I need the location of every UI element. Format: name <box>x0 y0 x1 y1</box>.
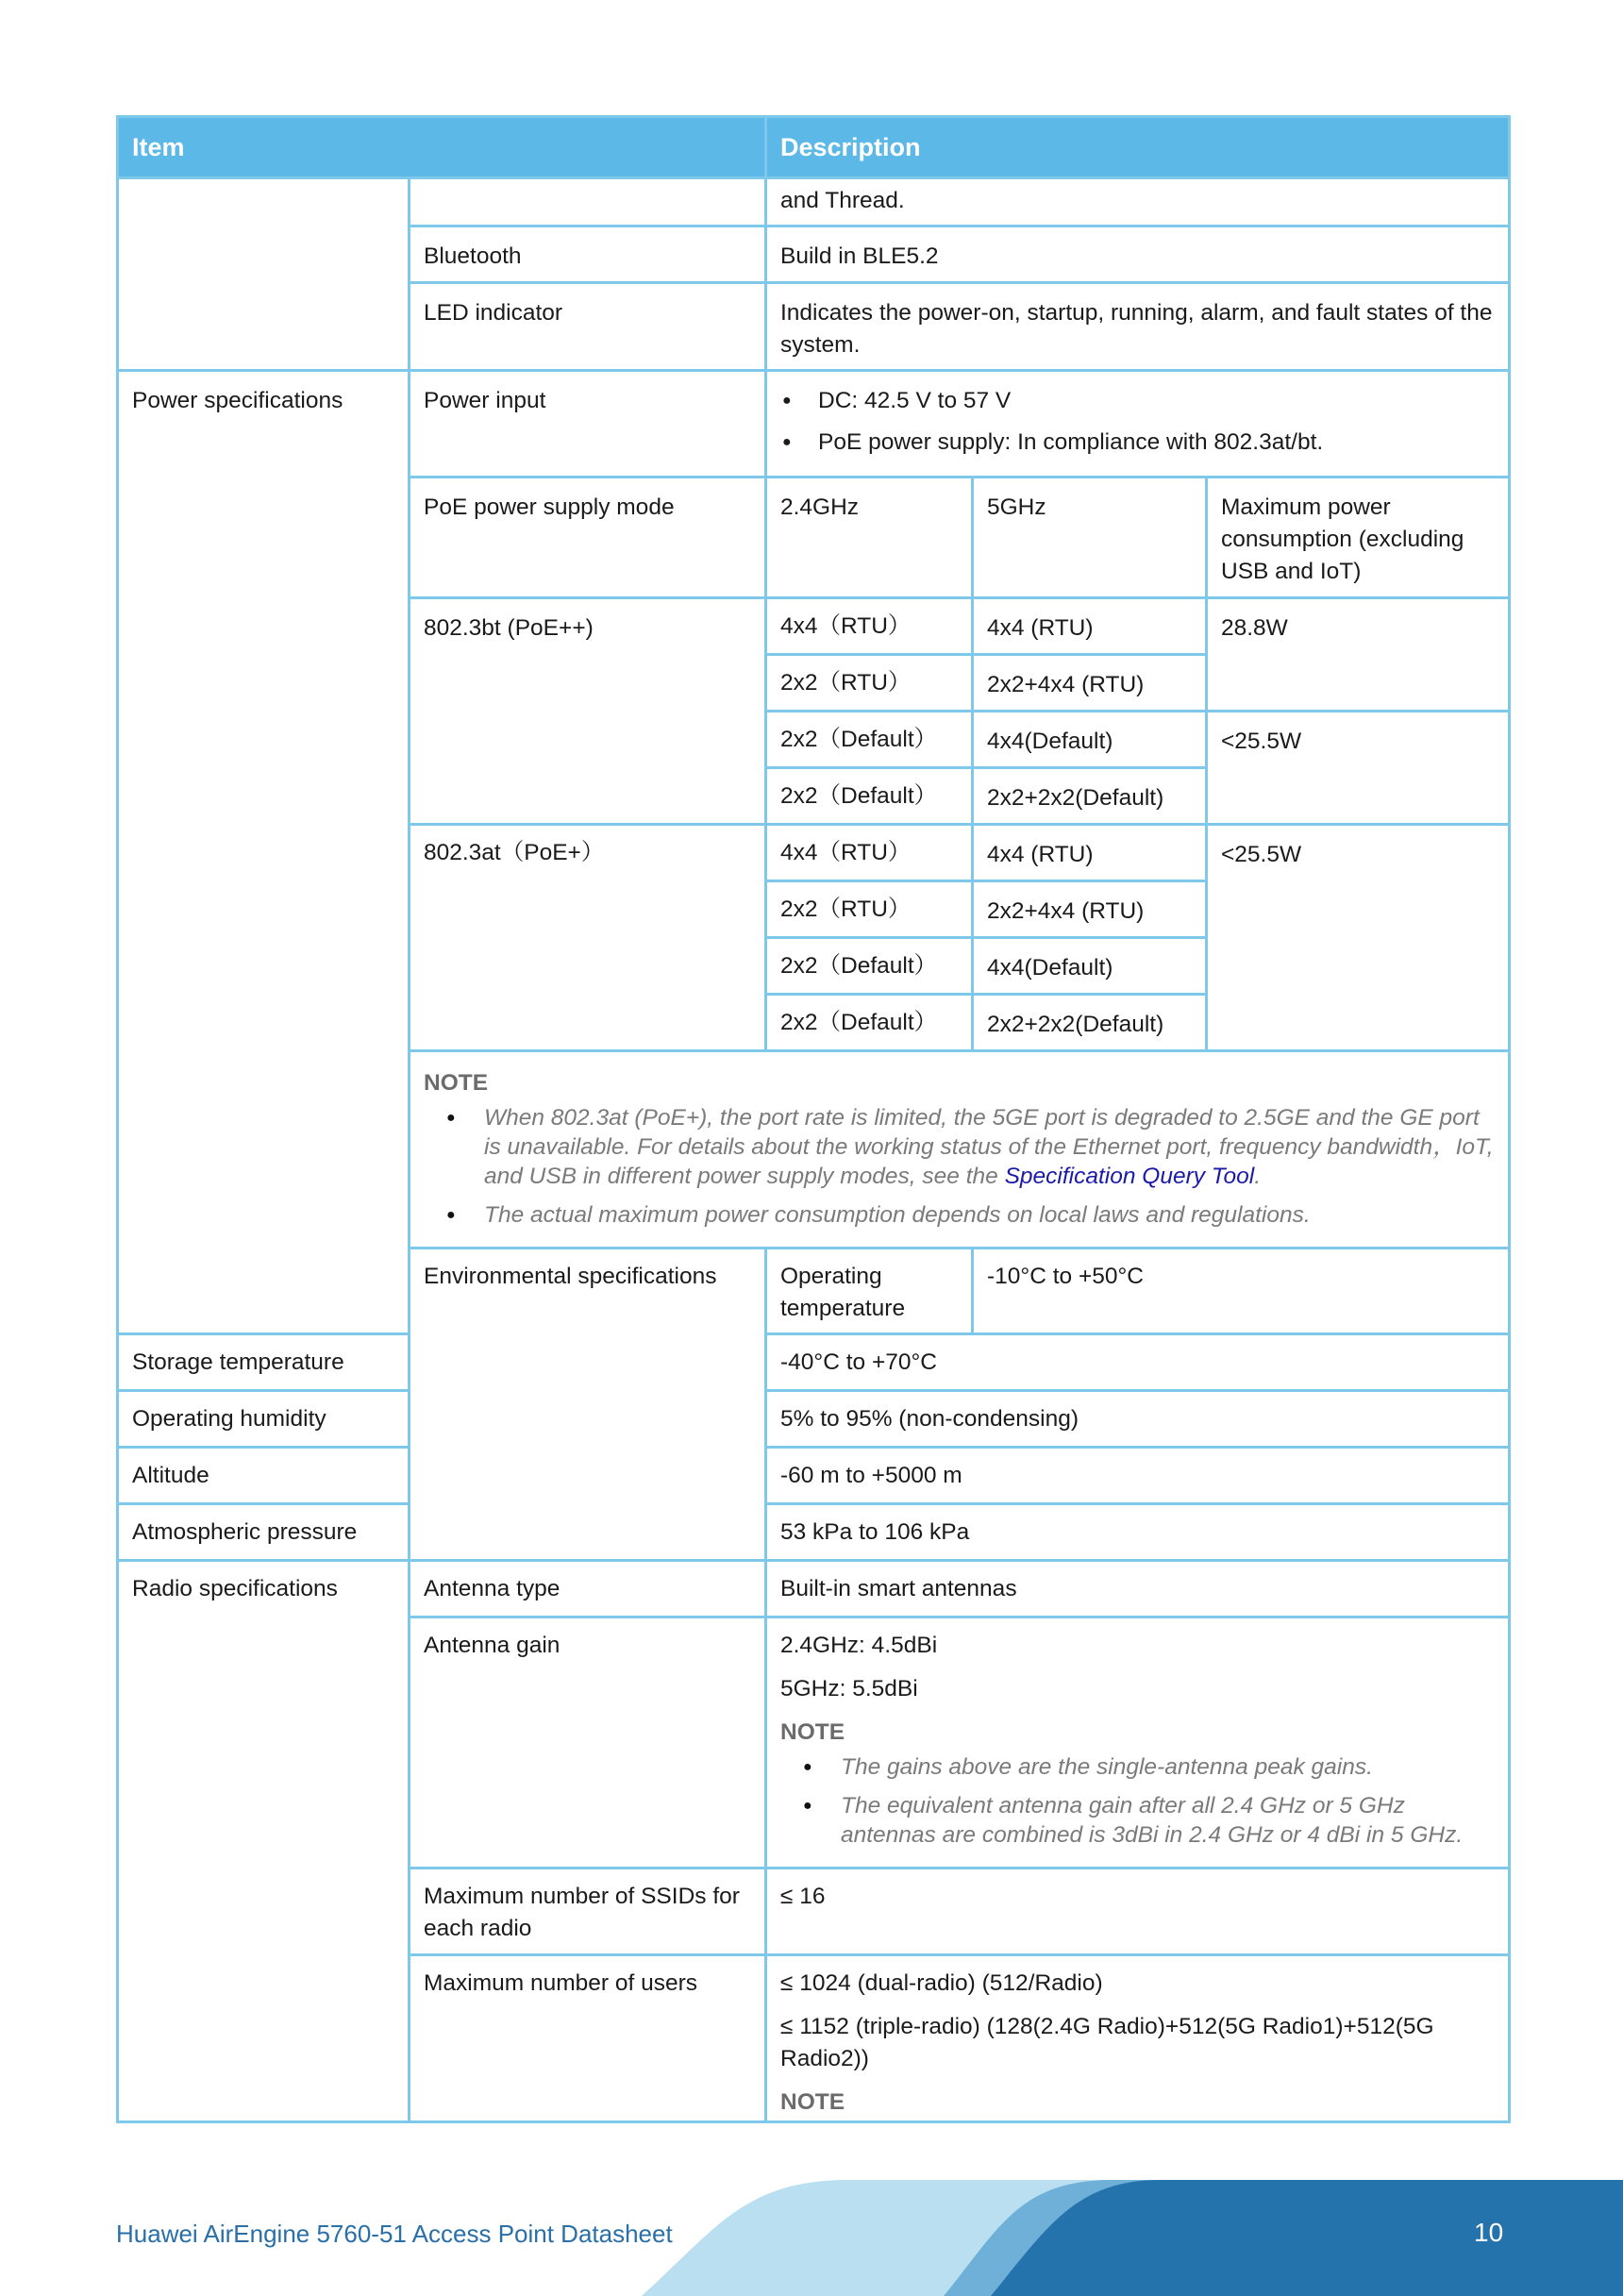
power-note <box>410 1051 1510 1249</box>
description: -60 m to +5000 m <box>766 1448 1510 1504</box>
mode-24g: 2x2（Default） <box>766 712 973 768</box>
mode-5g: 4x4(Default) <box>973 712 1207 768</box>
description: -10°C to +50°C <box>973 1249 1510 1334</box>
table-row <box>118 1561 1510 1617</box>
header-item: Item <box>118 117 766 178</box>
list-item: ● PoE power supply: In compliance with 802.3at/bt. <box>780 427 1495 459</box>
description: Built-in smart antennas <box>766 1561 1510 1617</box>
footer-document-title: Huawei AirEngine 5760-51 Access Point Datasheet <box>116 2220 673 2248</box>
mode-24g: 2x2（Default） <box>766 938 973 995</box>
mode-24g: 2x2（Default） <box>766 995 973 1051</box>
sub-item: Storage temperature <box>118 1334 410 1391</box>
mode-24g: 2x2（RTU） <box>766 655 973 712</box>
max-power: 28.8W <box>1207 598 1510 712</box>
sub-item: Bluetooth <box>410 226 766 283</box>
category-cell-empty <box>118 178 410 371</box>
note-item: ● The equivalent antenna gain after all 2.4 GHz or 5 GHz antennas are combined is 3dBi in 2.4 GHz or 4 dBi in 5 GHz. <box>803 1791 1495 1850</box>
sub-item: Antenna type <box>410 1561 766 1617</box>
users-line: ≤ 1024 (dual-radio) (512/Radio) <box>780 1970 1103 1996</box>
sub-item <box>410 178 766 226</box>
sub-item: Atmospheric pressure <box>118 1504 410 1561</box>
sub-item: LED indicator <box>410 283 766 371</box>
poe-mode: 802.3bt (PoE++) <box>410 598 766 825</box>
mode-5g: 2x2+2x2(Default) <box>973 768 1207 825</box>
mode-5g: 4x4 (RTU) <box>973 825 1207 881</box>
description: 5% to 95% (non-condensing) <box>766 1391 1510 1448</box>
poe-header: 5GHz <box>973 478 1207 598</box>
mode-5g: 2x2+4x4 (RTU) <box>973 655 1207 712</box>
specifications-table <box>116 115 1511 2123</box>
mode-24g: 4x4（RTU） <box>766 825 973 881</box>
max-power: <25.5W <box>1207 825 1510 1051</box>
note-text-end: . <box>1254 1164 1262 1189</box>
note-item: ● The actual maximum power consumption depends on local laws and regulations. <box>446 1200 1495 1230</box>
mode-24g: 2x2（Default） <box>766 768 973 825</box>
bullet-list <box>780 385 1495 459</box>
note-title: NOTE <box>780 1719 845 1745</box>
table-row <box>118 1448 1510 1504</box>
description: Indicates the power-on, startup, running, alarm, and fault states of the system. <box>766 283 1510 371</box>
note-item: ● The gains above are the single-antenna peak gains. <box>803 1752 1495 1782</box>
description: -40°C to +70°C <box>766 1334 1510 1391</box>
description: Build in BLE5.2 <box>766 226 1510 283</box>
mode-5g: 2x2+2x2(Default) <box>973 995 1207 1051</box>
poe-mode: 802.3at（PoE+） <box>410 825 766 1051</box>
mode-24g: 2x2（RTU） <box>766 881 973 938</box>
table-header-row <box>118 117 1510 178</box>
page-number: 10 <box>1474 2218 1504 2247</box>
note-item <box>446 1103 1495 1191</box>
specification-query-tool-link[interactable]: Specification Query Tool <box>1004 1164 1255 1189</box>
table-row <box>118 1391 1510 1448</box>
sub-item: Operating humidity <box>118 1391 410 1448</box>
max-power: <25.5W <box>1207 712 1510 825</box>
poe-header: Maximum power consumption (excluding USB and IoT) <box>1207 478 1510 598</box>
description: ≤ 16 <box>766 1869 1510 1955</box>
poe-header: 2.4GHz <box>766 478 973 598</box>
description: and Thread. <box>766 178 1510 226</box>
table-row <box>118 178 1510 226</box>
table-row <box>118 371 1510 478</box>
list-item: ● DC: 42.5 V to 57 V <box>780 385 1495 417</box>
poe-header: PoE power supply mode <box>410 478 766 598</box>
description <box>766 371 1510 478</box>
header-description: Description <box>766 117 1510 178</box>
note-list <box>424 1103 1495 1230</box>
category-radio: Radio specifications <box>118 1561 410 2122</box>
mode-24g: 4x4（RTU） <box>766 598 973 655</box>
table-row <box>118 1504 1510 1561</box>
description: 53 kPa to 106 kPa <box>766 1504 1510 1561</box>
sub-item: Maximum number of SSIDs for each radio <box>410 1869 766 1955</box>
mode-5g: 2x2+4x4 (RTU) <box>973 881 1207 938</box>
table-row <box>118 1334 1510 1391</box>
sub-item: Maximum number of users <box>410 1955 766 2122</box>
gain-line: 2.4GHz: 4.5dBi <box>780 1633 938 1658</box>
sub-item: Antenna gain <box>410 1617 766 1869</box>
category-environmental: Environmental specifications <box>410 1249 766 1561</box>
users-line: ≤ 1152 (triple-radio) (128(2.4G Radio)+512(5G Radio1)+512(5G Radio2)) <box>780 2014 1434 2071</box>
mode-5g: 4x4 (RTU) <box>973 598 1207 655</box>
sub-item: Operating temperature <box>766 1249 973 1334</box>
description <box>766 1955 1510 2122</box>
mode-5g: 4x4(Default) <box>973 938 1207 995</box>
note-text: When 802.3at (PoE+), the port rate is limited, the 5GE port is degraded to 2.5GE and the GE port is unavailable. For details about the working status of the Ethernet port, frequency bandwidth，IoT, and USB in different power supply modes, see the <box>484 1105 1494 1189</box>
gain-line: 5GHz: 5.5dBi <box>780 1676 918 1701</box>
note-list <box>780 1752 1495 1850</box>
sub-item: Power input <box>410 371 766 478</box>
category-power: Power specifications <box>118 371 410 1334</box>
sub-item: Altitude <box>118 1448 410 1504</box>
description <box>766 1617 1510 1869</box>
note-title: NOTE <box>424 1070 489 1096</box>
note-title: NOTE <box>780 2089 845 2115</box>
